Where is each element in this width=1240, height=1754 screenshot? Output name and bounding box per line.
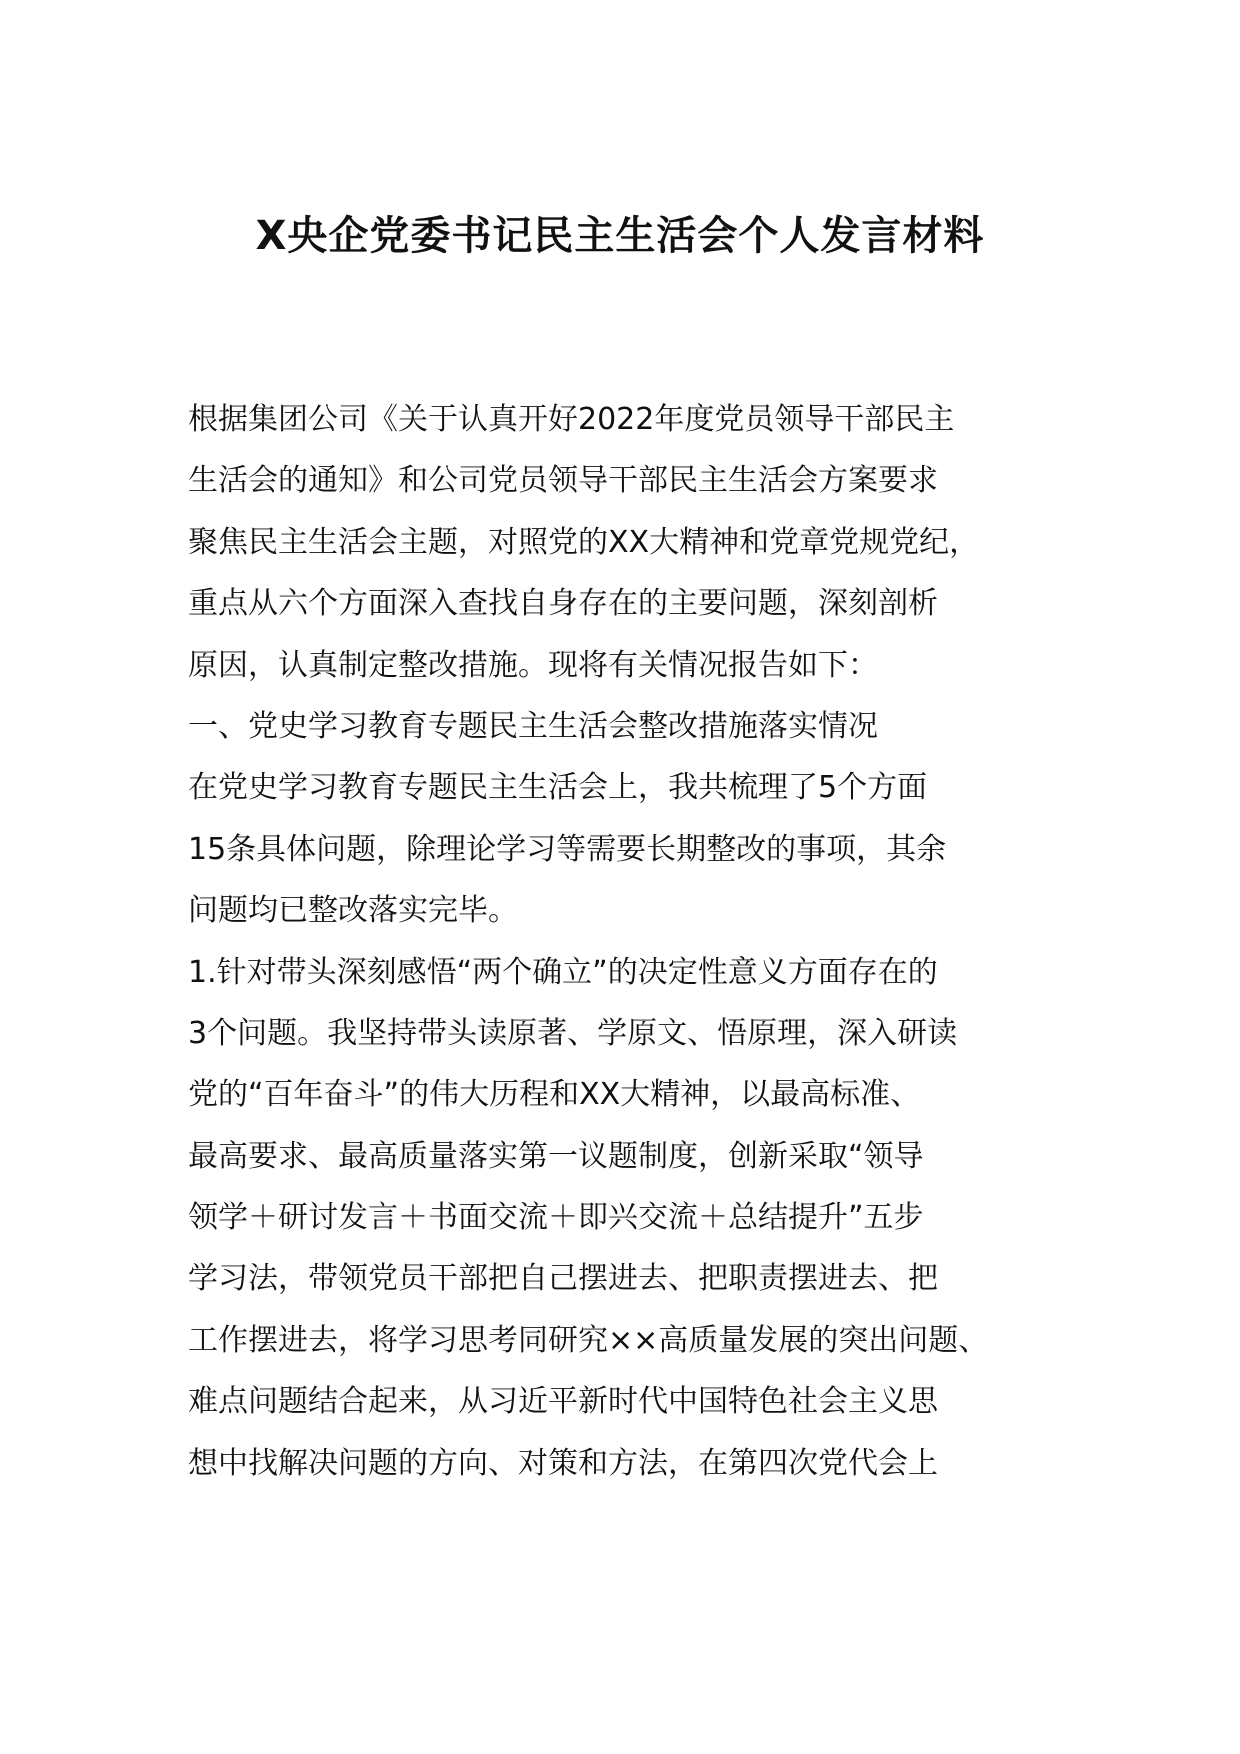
body-line: 生活会的通知》和公司党员领导干部民主生活会方案要求 <box>188 463 938 499</box>
body-line: 难点问题结合起来，从习近平新时代中国特色社会主义思 <box>188 1384 938 1420</box>
body-line: 3个问题。我坚持带头读原著、学原文、悟原理，深入研读 <box>188 1015 958 1051</box>
body-line: 原因，认真制定整改措施。现将有关情况报告如下： <box>188 647 878 683</box>
body-line: 在党史学习教育专题民主生活会上，我共梳理了5个方面 <box>188 770 928 806</box>
body-line: 最高要求、最高质量落实第一议题制度，创新采取“领导 <box>188 1138 924 1174</box>
document-body <box>188 389 1078 1494</box>
body-line: 1.针对带头深刻感悟“两个确立”的决定性意义方面存在的 <box>188 954 938 990</box>
body-line: 领学＋研讨发言＋书面交流＋即兴交流＋总结提升”五步 <box>188 1200 924 1236</box>
section-heading: 一、党史学习教育专题民主生活会整改措施落实情况 <box>188 708 878 744</box>
body-line: 工作摆进去，将学习思考同研究××高质量发展的突出问题、 <box>188 1322 989 1358</box>
body-line: 想中找解决问题的方向、对策和方法，在第四次党代会上 <box>188 1445 938 1481</box>
body-line: 根据集团公司《关于认真开好2022年度党员领导干部民主 <box>188 402 955 437</box>
document-title: X央企党委书记民主生活会个人发言材料 <box>255 213 985 259</box>
body-line: 党的“百年奋斗”的伟大历程和XX大精神，以最高标准、 <box>188 1077 921 1113</box>
body-line: 学习法，带领党员干部把自己摆进去、把职责摆进去、把 <box>188 1261 938 1297</box>
body-line: 问题均已整改落实完毕。 <box>188 893 518 929</box>
body-line: 15条具体问题，除理论学习等需要长期整改的事项，其余 <box>188 831 947 867</box>
body-line: 聚焦民主生活会主题，对照党的XX大精神和党章党规党纪， <box>188 524 980 560</box>
body-line: 重点从六个方面深入查找自身存在的主要问题，深刻剖析 <box>188 586 938 622</box>
